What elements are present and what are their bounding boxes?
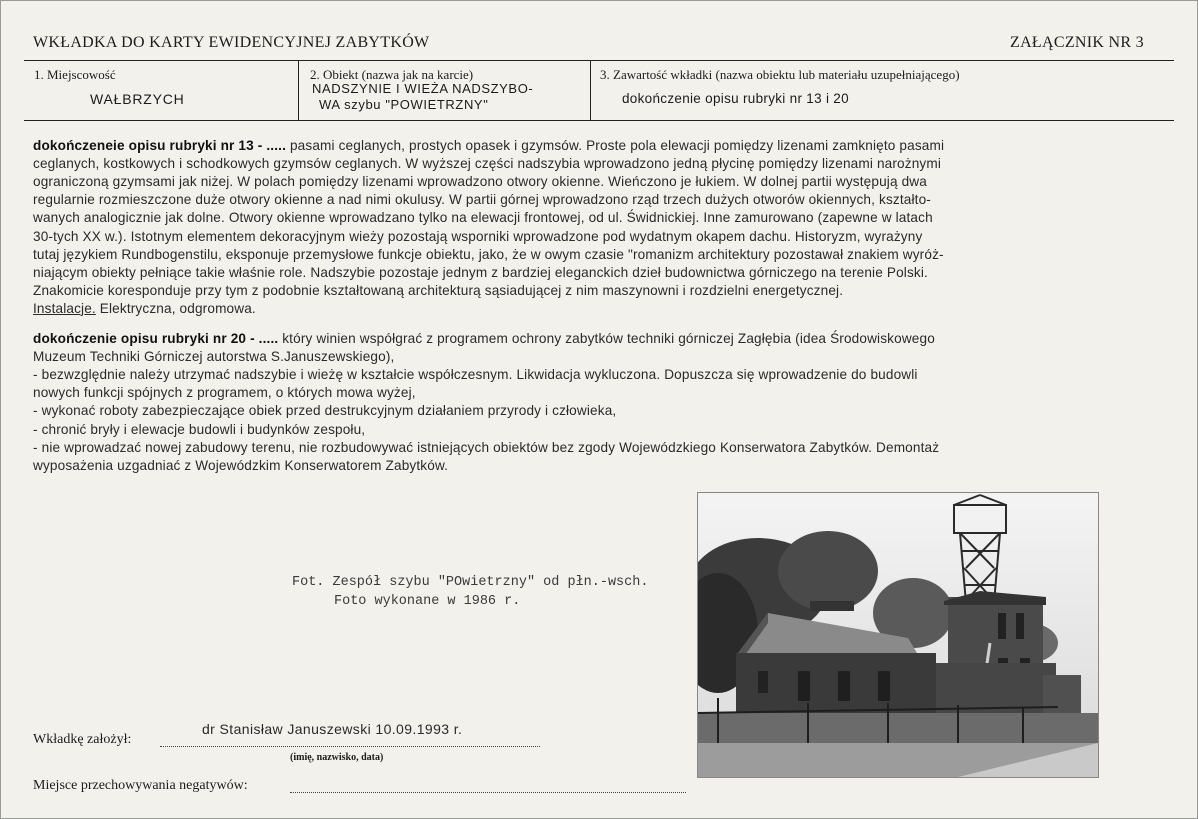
installations-value: Elektryczna, odgromowa. (95, 300, 256, 316)
field-3-label: 3. Zawartość wkładki (nazwa obiektu lub materiału uzupełniającego) (600, 67, 960, 82)
section-20-line: wyposażenia uzgadniać z Wojewódzkim Konserwatorem Zabytków. (33, 457, 449, 473)
section-13-line: tutaj językiem Rundbogenstilu, eksponuje przemysłowe funkcje obiektu, jako, że w owym czasie "romanizm architektury pozostawał znakiem wyróż- (33, 246, 944, 262)
field-1-label: 1. Miejscowość (34, 67, 116, 82)
photo-caption-line1: Fot. Zespół szybu "POwietrzny" od płn.-wsch. (292, 575, 649, 590)
field-divider-2 (590, 60, 591, 120)
negatives-storage-label: Miejsce przechowywania negatywów: (33, 778, 248, 793)
section-13-line: 30-tych XX w.). Istotnym elementem dekoracyjnym wieży pozostają wsporniki wprowadzone pod wydatnym okapem dachu. Historyzm, wyrażyny (33, 228, 923, 244)
section-13-line: ceglanych, kostkowych i schodkowych gzymsów ceglanych. W wyższej części nadszybia wprowadzono jedną płycinę pomiędzy lizenami narożnymi (33, 156, 942, 172)
author-hint: (imię, nazwisko, data) (290, 752, 384, 763)
section-20-line: - bezwzględnie należy utrzymać nadszybie i wieżę w kształcie współczesnym. Likwidacja wykluczona. Dopuszcza się wprowadzenie do budowli (33, 367, 918, 383)
photo-caption-line2: Foto wykonane w 1986 r. (334, 594, 521, 609)
section-20-lead: dokończenie opisu rubryki nr 20 - ..... (33, 331, 279, 346)
field-divider-1 (298, 60, 299, 120)
section-20-first-line: który winien współgrać z programem ochrony zabytków techniki górniczej Zagłębia (idea Środowiskowego (278, 331, 935, 346)
section-13-line: ograniczoną gzymsami jak niżej. W polach pomiędzy lizenami wprowadzono otwory okienne. Wieńczono je łukiem. W dolnej partii występują dwa (33, 174, 927, 190)
section-13-line: niającym obiekty pełniące takie właśnie role. Nadszybie pozostaje jednym z bardziej eleganckich dzieł budownictwa górniczego na terenie Polski. (33, 264, 928, 280)
field-3-value: dokończenie opisu rubryki nr 13 i 20 (622, 91, 849, 106)
photograph-mine-shaft (697, 492, 1099, 778)
author-dotted-line (160, 746, 540, 747)
author-label: Wkładkę założył: (33, 732, 132, 747)
section-20-line: - chronić bryły i elewacje budowli i budynków zespołu, (33, 421, 366, 437)
section-20-line: - nie wprowadzać nowej zabudowy terenu, nie rozbudowywać istniejących obiektów bez zgody Wojewódzkiego Konserwatora Zabytków. Demontaż (33, 439, 940, 455)
section-13-lead: dokończeneie opisu rubryki nr 13 - ..... (33, 138, 287, 153)
section-13-line: regularnie rozmieszczone duże otwory okienne a nad nimi okulusy. W partii górnej wprowadzono rząd trzech dużych otworów okiennych, kształto- (33, 192, 931, 208)
negatives-storage-dotted-line (290, 792, 686, 793)
header-bottom-rule (24, 120, 1174, 121)
section-20-text (33, 331, 1173, 471)
photograph-image (698, 493, 1098, 777)
field-2-label: 2. Obiekt (nazwa jak na karcie) (310, 67, 474, 82)
section-13-line: Znakomicie koresponduje przy tym z podobnie kształtowaną architekturą sąsiadującej z nim maszynowni i rozdzielni energetycznej. (33, 282, 844, 298)
section-13-text (33, 138, 1173, 318)
section-20-line: Muzeum Techniki Górniczej autorstwa S.Januszewskiego), (33, 349, 395, 365)
header-top-rule (24, 60, 1174, 61)
form-title: WKŁADKA DO KARTY EWIDENCYJNEJ ZABYTKÓW (33, 34, 430, 51)
section-13-line: wanych analogicznie jak dolne. Otwory okienne wprowadzano tylko na elewacji frontowej, od ul. Świdnickiej. Inne zamurowano (zapewne w latach (33, 210, 933, 226)
section-20-line: nowych funkcji spójnych z programem, o których mowa wyżej, (33, 385, 416, 401)
attachment-number: ZAŁĄCZNIK NR 3 (1010, 34, 1144, 51)
field-2-value-line2: WA szybu "POWIETRZNY" (319, 97, 489, 112)
section-20-line: - wykonać roboty zabezpieczające obiek przed destrukcyjnym działaniem przyrody i człowieka, (33, 403, 617, 419)
field-1-value: WAŁBRZYCH (90, 91, 185, 107)
section-13-line: pasami ceglanych, prostych opasek i gzymsów. Proste pola elewacji pomiędzy lizenami zamknięto pasami (289, 138, 945, 153)
field-2-value-line1: NADSZYNIE I WIEŻA NADSZYBO- (312, 81, 534, 96)
author-value: dr Stanisław Januszewski 10.09.1993 r. (202, 721, 463, 737)
installations-label: Instalacje. (33, 300, 96, 316)
